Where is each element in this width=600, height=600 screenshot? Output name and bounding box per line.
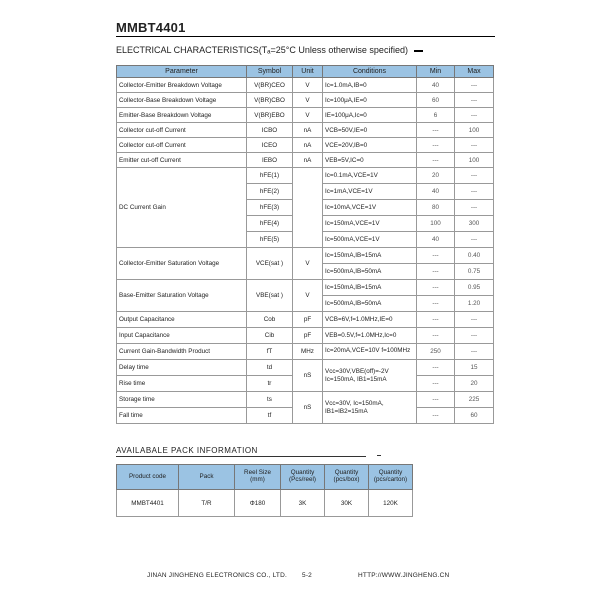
electrical-characteristics-table (116, 65, 494, 424)
table-row (117, 344, 494, 360)
cell-conditions: Ic=150mA,VCE=1V (323, 216, 417, 232)
col-header-qty-box: Quantity (pcs/box) (325, 465, 369, 490)
cell-conditions: Ic=1mA,VCE=1V (323, 184, 417, 200)
cell-symbol: tf (247, 408, 293, 424)
cell-max: --- (455, 138, 494, 153)
cell-conditions: Ic=10mA,VCE=1V (323, 200, 417, 216)
cell-min: --- (417, 376, 455, 392)
cell-parameter: Collector-Emitter Breakdown Voltage (117, 78, 247, 93)
pack-heading-rule (116, 456, 366, 457)
cell-max: --- (455, 328, 494, 344)
cell-conditions: VCB=50V,IE=0 (323, 123, 417, 138)
cell-conditions: IE=100μA,Ic=0 (323, 108, 417, 123)
cell-min: --- (417, 138, 455, 153)
cell-unit: pF (293, 312, 323, 328)
cell-min: --- (417, 123, 455, 138)
cell-symbol: Cib (247, 328, 293, 344)
cell-min: 80 (417, 200, 455, 216)
title-rule (116, 36, 495, 37)
cell-max: --- (455, 200, 494, 216)
cell-symbol: fT (247, 344, 293, 360)
cell-symbol: V(BR)CBO (247, 93, 293, 108)
table-row (117, 168, 494, 184)
cell-min: --- (417, 296, 455, 312)
cell-symbol: IEBO (247, 153, 293, 168)
cell-product-code: MMBT4401 (117, 490, 179, 517)
cell-min: 100 (417, 216, 455, 232)
cell-min: --- (417, 360, 455, 376)
cell-parameter: Input Capacitance (117, 328, 247, 344)
table-row (117, 78, 494, 93)
table-row (117, 153, 494, 168)
cell-symbol: ICBO (247, 123, 293, 138)
cell-max: --- (455, 312, 494, 328)
pack-information-table (116, 464, 413, 517)
cell-min: 20 (417, 168, 455, 184)
cell-conditions: VEB=5V,IC=0 (323, 153, 417, 168)
pack-heading-tick (377, 455, 381, 456)
cell-min: 250 (417, 344, 455, 360)
cell-conditions: Ic=0.1mA,VCE=1V (323, 168, 417, 184)
cell-conditions: Vcc=30V, Ic=150mA, IB1=IB2=15mA (323, 392, 417, 424)
cell-symbol: hFE(3) (247, 200, 293, 216)
cell-max: 15 (455, 360, 494, 376)
cell-conditions: Ic=20mA,VCE=10V f=100MHz (323, 344, 417, 360)
cell-parameter: Base-Emitter Saturation Voltage (117, 280, 247, 312)
table-row (117, 248, 494, 264)
cell-min: --- (417, 248, 455, 264)
cell-max: 100 (455, 123, 494, 138)
cell-parameter: Output Capacitance (117, 312, 247, 328)
footer-url: HTTP://WWW.JINGHENG.CN (358, 572, 450, 579)
table-header-row (117, 465, 413, 490)
cell-symbol: hFE(1) (247, 168, 293, 184)
cell-max: 100 (455, 153, 494, 168)
cell-min: --- (417, 392, 455, 408)
cell-symbol: ts (247, 392, 293, 408)
ec-section-heading-text: ELECTRICAL CHARACTERISTICS(Tₐ=25°C Unless otherwise specified) (116, 45, 408, 55)
cell-symbol: td (247, 360, 293, 376)
table-row (117, 93, 494, 108)
cell-max: 20 (455, 376, 494, 392)
cell-min: 40 (417, 184, 455, 200)
cell-parameter: Delay time (117, 360, 247, 376)
col-header-min: Min (417, 66, 455, 78)
cell-parameter: Collector cut-off Current (117, 138, 247, 153)
cell-parameter: Current Gain-Bandwidth Product (117, 344, 247, 360)
cell-max: 1.20 (455, 296, 494, 312)
cell-min: 40 (417, 78, 455, 93)
cell-conditions: Ic=150mA,IB=15mA (323, 280, 417, 296)
cell-min: --- (417, 264, 455, 280)
cell-symbol: VBE(sat ) (247, 280, 293, 312)
cell-unit: nA (293, 123, 323, 138)
cell-unit: nS (293, 392, 323, 424)
cell-symbol: hFE(4) (247, 216, 293, 232)
table-row (117, 108, 494, 123)
col-header-symbol: Symbol (247, 66, 293, 78)
cell-max: 300 (455, 216, 494, 232)
cell-symbol: ICEO (247, 138, 293, 153)
cell-max: 0.75 (455, 264, 494, 280)
cell-max: 60 (455, 408, 494, 424)
cell-conditions: VEB=0.5V,f=1.0MHz,Ic=0 (323, 328, 417, 344)
cell-min: --- (417, 312, 455, 328)
cell-min: 60 (417, 93, 455, 108)
cell-parameter: Emitter-Base Breakdown Voltage (117, 108, 247, 123)
cell-pack: T/R (179, 490, 235, 517)
cell-max: 0.95 (455, 280, 494, 296)
cell-parameter: Storage time (117, 392, 247, 408)
cell-qty-box: 30K (325, 490, 369, 517)
col-header-conditions: Conditions (323, 66, 417, 78)
table-row (117, 328, 494, 344)
cell-conditions: Ic=1.0mA,IB=0 (323, 78, 417, 93)
cell-reel-size: Φ180 (235, 490, 281, 517)
cell-min: 6 (417, 108, 455, 123)
cell-unit: V (293, 78, 323, 93)
cell-conditions: Ic=100μA,IE=0 (323, 93, 417, 108)
cell-unit: V (293, 93, 323, 108)
cell-parameter: Collector-Base Breakdown Voltage (117, 93, 247, 108)
cell-unit (293, 168, 323, 248)
cell-max: --- (455, 232, 494, 248)
footer-page-number: 5-2 (302, 572, 312, 579)
cell-symbol: hFE(2) (247, 184, 293, 200)
col-header-parameter: Parameter (117, 66, 247, 78)
cell-unit: nA (293, 138, 323, 153)
cell-conditions: Ic=500mA,IB=50mA (323, 296, 417, 312)
cell-symbol: VCE(sat ) (247, 248, 293, 280)
col-header-pack: Pack (179, 465, 235, 490)
cell-parameter: Rise time (117, 376, 247, 392)
cell-min: 40 (417, 232, 455, 248)
cell-max: --- (455, 344, 494, 360)
cell-max: --- (455, 184, 494, 200)
table-row (117, 490, 413, 517)
cell-conditions: VCE=20V,IB=0 (323, 138, 417, 153)
footer-company: JINAN JINGHENG ELECTRONICS CO., LTD. (147, 572, 287, 579)
page-title: MMBT4401 (116, 20, 186, 35)
cell-symbol: V(BR)CEO (247, 78, 293, 93)
table-header-row (117, 66, 494, 78)
cell-symbol: Cob (247, 312, 293, 328)
cell-parameter: Collector-Emitter Saturation Voltage (117, 248, 247, 280)
col-header-unit: Unit (293, 66, 323, 78)
col-header-qty-reel: Quantity (Pcs/reel) (281, 465, 325, 490)
col-header-product-code: Product code (117, 465, 179, 490)
cell-symbol: V(BR)EBO (247, 108, 293, 123)
cell-parameter: Emitter cut-off Current (117, 153, 247, 168)
ec-section-heading (116, 45, 423, 55)
cell-symbol: hFE(5) (247, 232, 293, 248)
cell-min: --- (417, 408, 455, 424)
cell-conditions: Ic=500mA,IB=50mA (323, 264, 417, 280)
cell-max: --- (455, 108, 494, 123)
table-row (117, 312, 494, 328)
cell-unit: nA (293, 153, 323, 168)
cell-min: --- (417, 328, 455, 344)
cell-qty-reel: 3K (281, 490, 325, 517)
cell-symbol: tr (247, 376, 293, 392)
table-row (117, 123, 494, 138)
cell-conditions: Ic=500mA,VCE=1V (323, 232, 417, 248)
table-row (117, 138, 494, 153)
table-row (117, 360, 494, 376)
cell-unit: pF (293, 328, 323, 344)
cell-parameter: DC Current Gain (117, 168, 247, 248)
cell-min: --- (417, 153, 455, 168)
col-header-qty-carton: Quantity (pcs/carton) (369, 465, 413, 490)
col-header-max: Max (455, 66, 494, 78)
cell-max: --- (455, 168, 494, 184)
cell-conditions: VCB=6V,f=1.0MHz,IE=0 (323, 312, 417, 328)
cell-qty-carton: 120K (369, 490, 413, 517)
cell-max: --- (455, 93, 494, 108)
cell-max: --- (455, 78, 494, 93)
cell-conditions: Vcc=30V,VBE(off)=-2V Ic=150mA, IB1=15mA (323, 360, 417, 392)
cell-unit: V (293, 108, 323, 123)
cell-unit: MHz (293, 344, 323, 360)
cell-min: --- (417, 280, 455, 296)
cell-unit: V (293, 248, 323, 280)
cell-conditions: Ic=150mA,IB=15mA (323, 248, 417, 264)
cell-unit: nS (293, 360, 323, 392)
heading-tail-mark (414, 50, 423, 52)
col-header-reel-size: Reel Size (mm) (235, 465, 281, 490)
pack-section-heading: AVAILABALE PACK INFORMATION (116, 446, 258, 455)
cell-max: 225 (455, 392, 494, 408)
table-row (117, 280, 494, 296)
cell-max: 0.40 (455, 248, 494, 264)
cell-parameter: Fall time (117, 408, 247, 424)
table-row (117, 392, 494, 408)
cell-unit: V (293, 280, 323, 312)
cell-parameter: Collector cut-off Current (117, 123, 247, 138)
